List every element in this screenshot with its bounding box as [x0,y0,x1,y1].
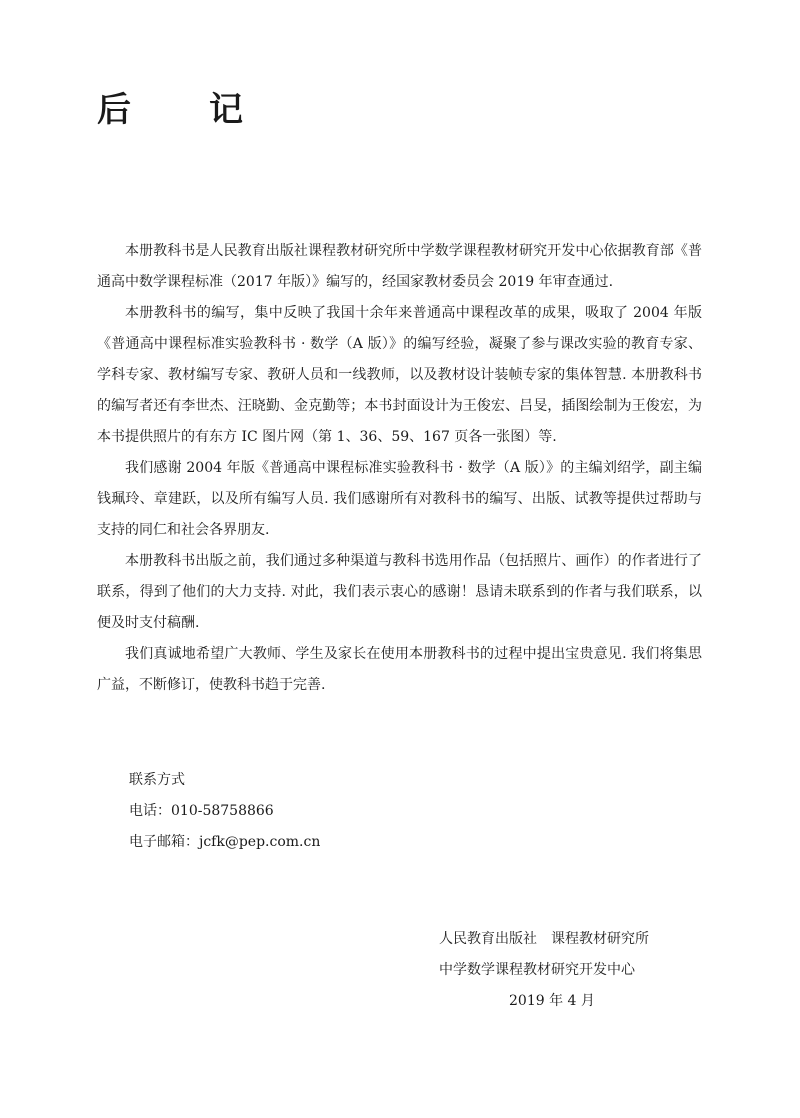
paragraph-intro: 本册教科书是人民教育出版社课程教材研究所中学数学课程教材研究开发中心依据教育部《普通高中数学课程标准（2017 年版）》编写的，经国家教材委员会 2019 年审查通过. [97,243,702,290]
page-title: 后 记 [97,90,265,130]
signature-block [420,924,720,1017]
signature-center: 中学数学课程教材研究开发中心 [439,962,635,978]
signature-publisher: 人民教育出版社 课程教材研究所 [439,931,649,947]
contact-email: 电子邮箱：jcfk@pep.com.cn [129,834,321,850]
paragraph-feedback: 我们真诚地希望广大教师、学生及家长在使用本册教科书的过程中提出宝贵意见. 我们将集思广益，不断修订，使教科书趋于完善. [97,646,702,693]
contact-block [129,765,320,858]
contact-phone: 电话：010-58758866 [129,803,274,819]
paragraph-authors: 本册教科书的编写，集中反映了我国十余年来普通高中课程改革的成果，吸取了 2004 年版《普通高中课程标准实验教科书 · 数学（A 版）》的编写经验，凝聚了参与课改实验的教育专家、学科专家、教材编写专家、教研人员和一线教师，以及教材设计装帧专家的集体智慧. 本册教科书的编写者还有李世杰、汪晓勤、金克勤等；本书封面设计为王俊宏、吕旻，插图绘制为王俊宏，为本书提供照片的有东方 IC 图片网（第 1、36、59、167 页各一张图）等. [97,305,702,445]
contact-title: 联系方式 [129,772,185,788]
afterword-body [97,236,702,701]
paragraph-copyright: 本册教科书出版之前，我们通过多种渠道与教科书选用作品（包括照片、画作）的作者进行了联系，得到了他们的大力支持. 对此，我们表示衷心的感谢！恳请未联系到的作者与我们联系，以便及时支付稿酬. [97,553,702,631]
paragraph-thanks: 我们感谢 2004 年版《普通高中课程标准实验教科书 · 数学（A 版）》的主编刘绍学，副主编钱珮玲、章建跃，以及所有编写人员. 我们感谢所有对教科书的编写、出版、试教等提供过帮助与支持的同仁和社会各界朋友. [97,460,702,538]
signature-date: 2019 年 4 月 [509,993,595,1009]
